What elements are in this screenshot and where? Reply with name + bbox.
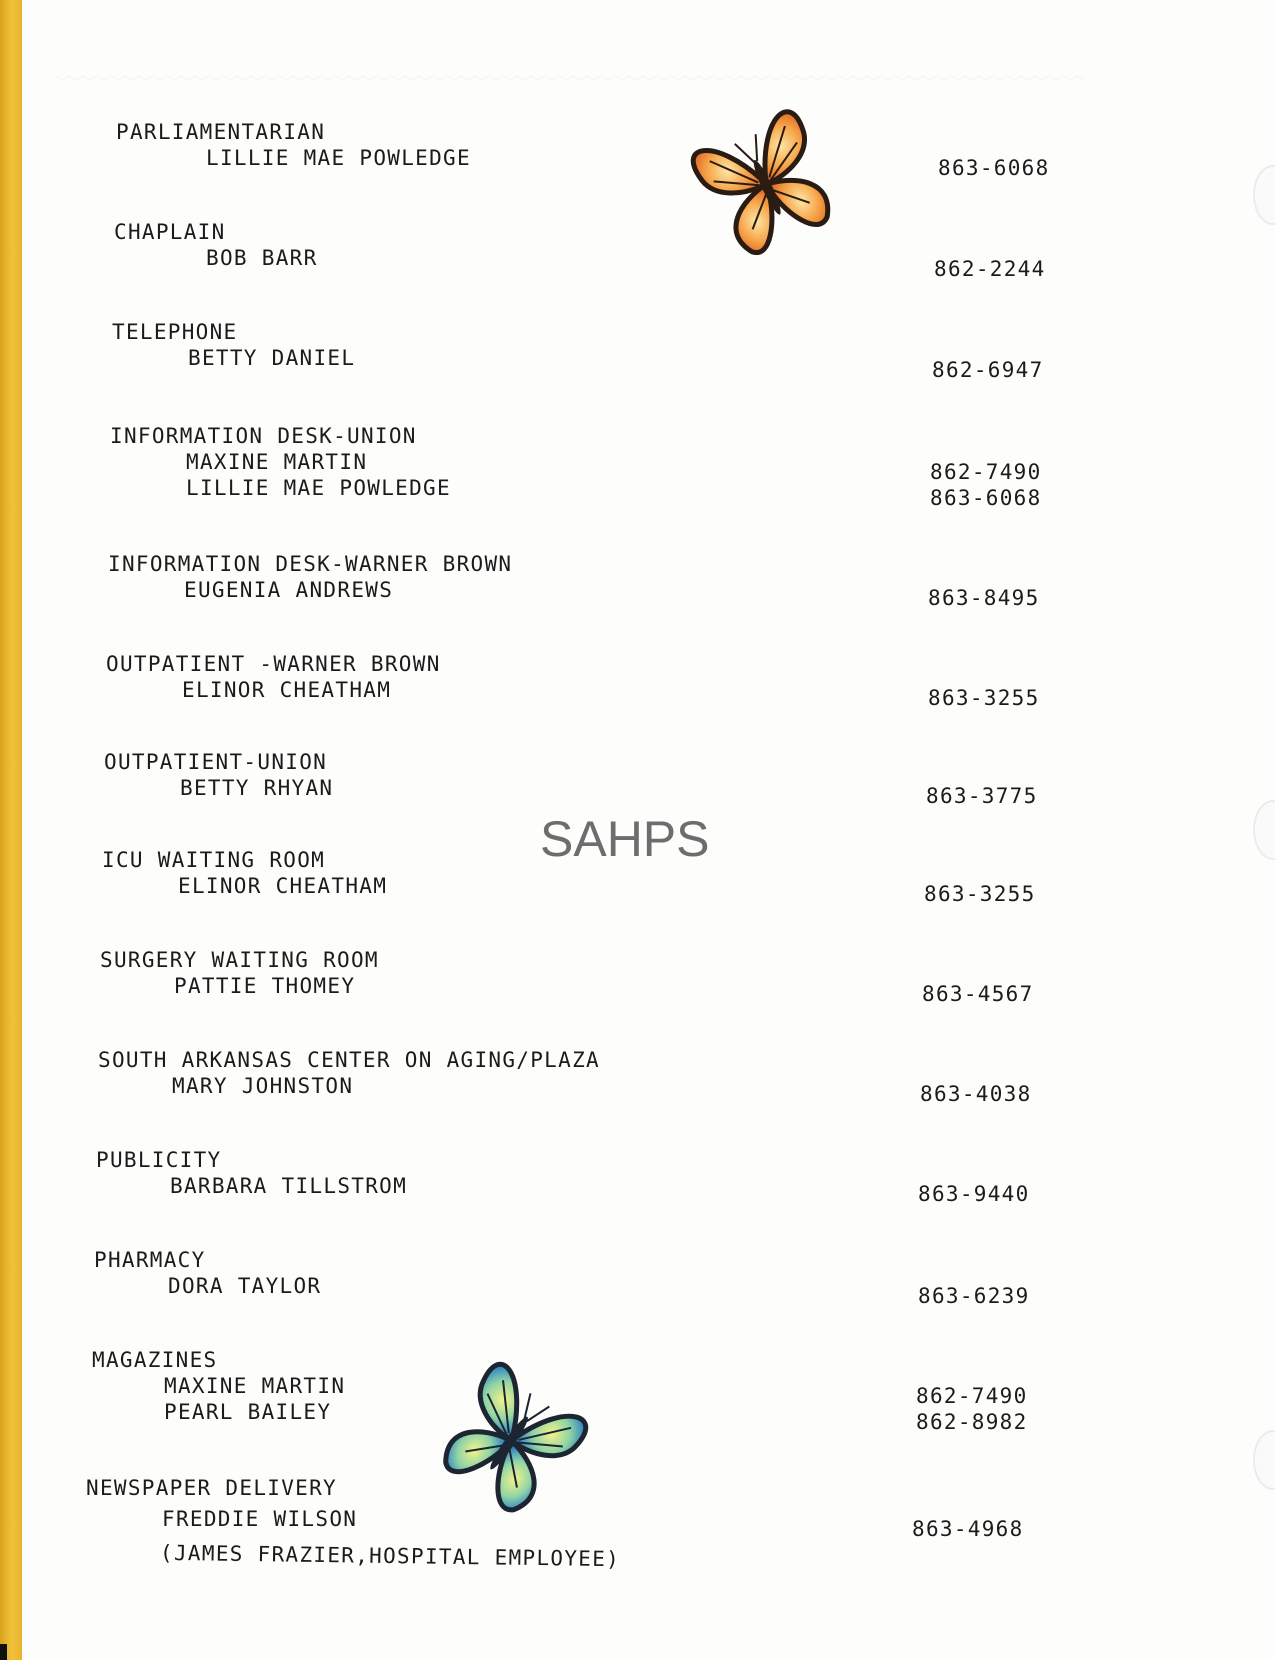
person-name: LILLIE MAE POWLEDGE (186, 476, 451, 500)
category-label: MAGAZINES (92, 1348, 218, 1372)
category-label: PHARMACY (94, 1248, 206, 1272)
person-name: LILLIE MAE POWLEDGE (206, 146, 471, 170)
person-name: MARY JOHNSTON (172, 1074, 354, 1098)
phone-number: 863-8495 (928, 586, 1040, 610)
category-label: PUBLICITY (96, 1148, 222, 1172)
phone-number: 863-4968 (912, 1517, 1024, 1541)
category-label: TELEPHONE (112, 320, 238, 344)
person-name: ELINOR CHEATHAM (182, 678, 392, 702)
phone-number: 863-6068 (938, 156, 1050, 180)
person-name: BETTY RHYAN (180, 776, 334, 800)
phone-number: 863-6239 (918, 1284, 1030, 1308)
person-name: DORA TAYLOR (168, 1274, 322, 1298)
phone-number: 863-9440 (918, 1182, 1030, 1206)
edge-mark (0, 1644, 7, 1660)
phone-number: 862-7490 (916, 1384, 1028, 1408)
category-label: INFORMATION DESK-UNION (110, 424, 417, 448)
phone-number: 862-8982 (916, 1410, 1028, 1434)
person-name: PEARL BAILEY (164, 1400, 332, 1424)
category-label: NEWSPAPER DELIVERY (86, 1476, 337, 1500)
person-name: PATTIE THOMEY (174, 974, 356, 998)
category-label: PARLIAMENTARIAN (116, 120, 326, 144)
person-name: BOB BARR (206, 246, 318, 270)
phone-number: 863-4567 (922, 982, 1034, 1006)
category-label: CHAPLAIN (114, 220, 226, 244)
binder-tab (1253, 1430, 1275, 1490)
note-text: (JAMES FRAZIER,HOSPITAL EMPLOYEE) (159, 1540, 621, 1572)
category-label: INFORMATION DESK-WARNER BROWN (108, 552, 513, 576)
phone-number: 862-6947 (932, 358, 1044, 382)
category-label: OUTPATIENT -WARNER BROWN (106, 652, 441, 676)
orange-butterfly-icon (680, 100, 850, 270)
person-name: EUGENIA ANDREWS (184, 578, 394, 602)
phone-number: 863-4038 (920, 1082, 1032, 1106)
category-label: ICU WAITING ROOM (102, 848, 326, 872)
person-name: MAXINE MARTIN (164, 1374, 346, 1398)
person-name: FREDDIE WILSON (162, 1507, 358, 1531)
blue-butterfly-icon (420, 1355, 600, 1525)
binder-tab (1253, 165, 1275, 225)
binder-spine (0, 0, 22, 1660)
binder-tab (1253, 800, 1275, 860)
person-name: BETTY DANIEL (188, 346, 356, 370)
person-name: MAXINE MARTIN (186, 450, 368, 474)
phone-number: 863-3255 (928, 686, 1040, 710)
category-label: SURGERY WAITING ROOM (100, 948, 379, 972)
phone-number: 863-3255 (924, 882, 1036, 906)
category-label: SOUTH ARKANSAS CENTER ON AGING/PLAZA (98, 1048, 600, 1072)
person-name: BARBARA TILLSTROM (170, 1174, 408, 1198)
person-name: ELINOR CHEATHAM (178, 874, 388, 898)
category-label: OUTPATIENT-UNION (104, 750, 328, 774)
torn-edge (55, 72, 1085, 86)
phone-number: 862-7490 (930, 460, 1042, 484)
phone-number: 863-6068 (930, 486, 1042, 510)
phone-number: 863-3775 (926, 784, 1038, 808)
watermark: SAHPS (540, 811, 710, 867)
phone-number: 862-2244 (934, 257, 1046, 281)
